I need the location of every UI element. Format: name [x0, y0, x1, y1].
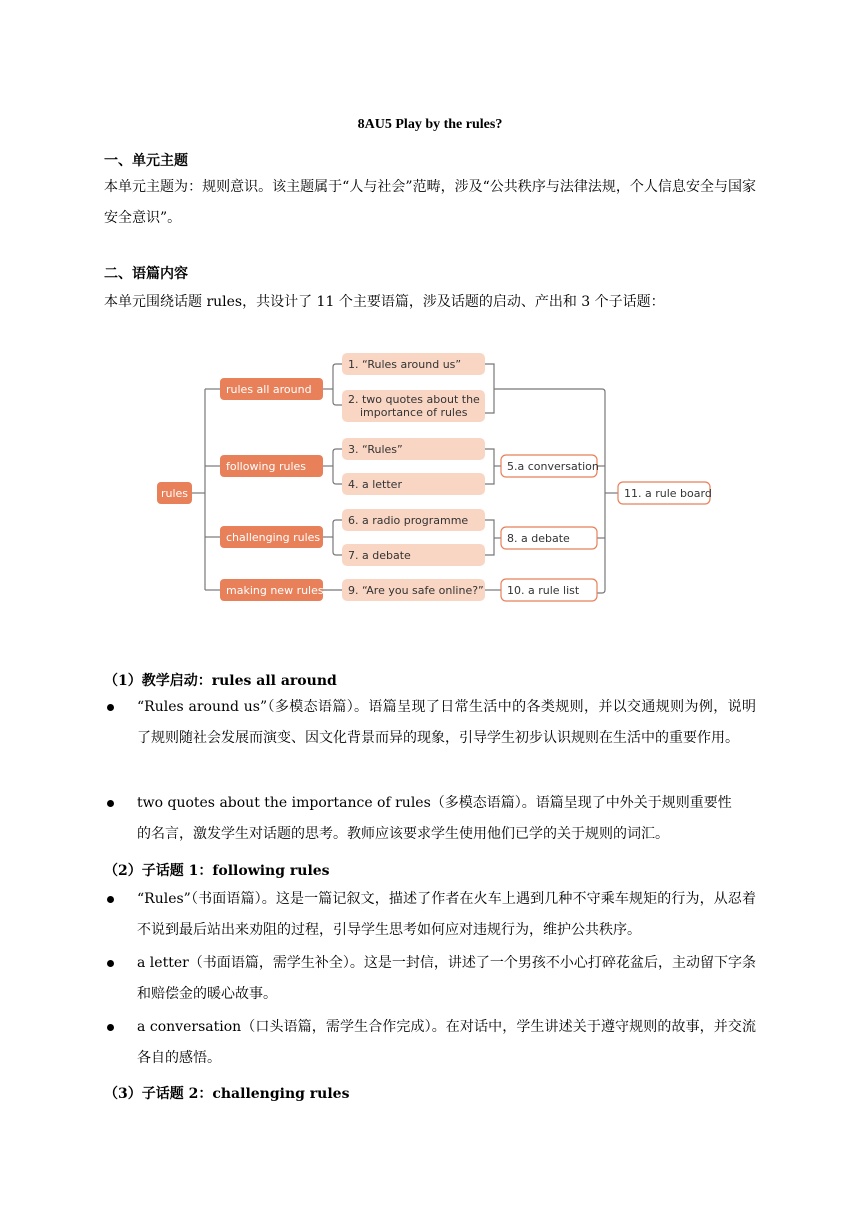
list-item-text: 的名言，激发学生对话题的思考。教师应该要求学生使用他们已学的关于规则的词汇。	[137, 826, 669, 842]
theme-paragraph: 本单元主题为：规则意识。该主题属于“人与社会”范畴，涉及“公共秩序与法律法规，个人信息安全与国家安全意识”。	[104, 179, 756, 226]
list-item-continuation	[104, 819, 756, 850]
list-item	[104, 788, 756, 819]
list-item-text: a letter（书面语篇，需学生补全）。这是一封信，讲述了一个男孩不小心打碎花盆后，主动留下字条和赔偿金的暖心故事。	[137, 955, 756, 1002]
bullet-icon	[107, 800, 114, 807]
part2-heading: （2）子话题 1：following rules	[104, 863, 330, 879]
topic-label: rules all around	[226, 383, 312, 396]
topic-label: challenging rules	[226, 531, 321, 544]
output-label: 8. a debate	[507, 532, 570, 545]
text-label: 6. a radio programme	[348, 514, 469, 527]
text-label: 2. two quotes about the	[348, 393, 480, 406]
section-heading-theme: 一、单元主题	[104, 153, 188, 169]
part1-heading: （1）教学启动：rules all around	[104, 673, 337, 689]
text-label: 9. “Are you safe online?”	[348, 584, 484, 597]
root-label: rules	[160, 487, 189, 500]
output-label: 5.a conversation	[507, 460, 599, 473]
text-label: 7. a debate	[348, 549, 411, 562]
part3-heading: （3）子话题 2：challenging rules	[104, 1086, 350, 1102]
list-item	[104, 884, 756, 946]
topic-label: following rules	[226, 460, 306, 473]
output-label: 10. a rule list	[507, 584, 580, 597]
bullet-icon	[107, 896, 114, 903]
list-item	[104, 948, 756, 1010]
list-item	[104, 692, 756, 754]
list-item-text: a conversation（口头语篇，需学生合作完成）。在对话中，学生讲述关于遵守规则的故事，并交流各自的感悟。	[137, 1019, 756, 1066]
list-item-text: “Rules around us”（多模态语篇）。语篇呈现了日常生活中的各类规则，并以交通规则为例，说明了规则随社会发展而演变、因文化背景而异的现象，引导学生初步认识规则在生活中的重要作用。	[137, 699, 756, 746]
final-label: 11. a rule board	[624, 487, 712, 500]
document-title: 8AU5 Play by the rules?	[357, 117, 503, 132]
text-label: 4. a letter	[348, 478, 402, 491]
text-label: 3. “Rules”	[348, 443, 403, 456]
list-item-text: two quotes about the importance of rules（多模态语篇）。语篇呈现了中外关于规则重要性	[137, 795, 732, 811]
text-label: importance of rules	[360, 406, 468, 419]
bullet-icon	[107, 704, 114, 711]
text-label: 1. “Rules around us”	[348, 358, 462, 371]
bullet-icon	[107, 960, 114, 967]
section-heading-texts: 二、语篇内容	[104, 266, 188, 282]
list-item	[104, 1012, 756, 1074]
texts-paragraph: 本单元围绕话题 rules，共设计了 11 个主要语篇，涉及话题的启动、产出和 3 个子话题：	[104, 294, 665, 310]
topic-label: making new rules	[226, 584, 324, 597]
bullet-icon	[107, 1024, 114, 1031]
list-item-text: “Rules”（书面语篇）。这是一篇记叙文，描述了作者在火车上遇到几种不守乘车规矩的行为，从忍着不说到最后站出来劝阻的过程，引导学生思考如何应对违规行为，维护公共秩序。	[137, 891, 756, 938]
